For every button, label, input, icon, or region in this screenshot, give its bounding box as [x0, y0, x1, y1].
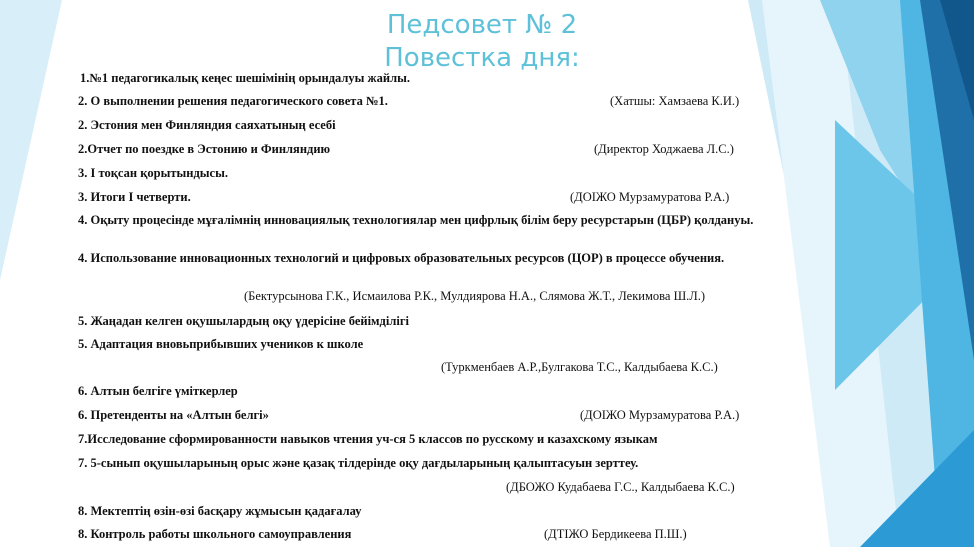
agenda-item-8-responsible: (ДТІЖО Бердикеева П.Ш.)	[544, 527, 687, 541]
agenda-item-2b-ru: 2.Отчет по поездке в Эстонию и Финляндию	[78, 142, 331, 156]
agenda-item-5-kz: 5. Жаңадан келген оқушылардың оқу үдерісіне бейімділігі	[78, 314, 409, 328]
agenda-item-6-kz: 6. Алтын белгіге үміткерлер	[78, 384, 238, 398]
slide-subtitle: Повестка дня:	[384, 43, 580, 73]
agenda-item-4-responsible: (Бектурсынова Г.К., Исмаилова Р.К., Мулдиярова Н.А., Слямова Ж.Т., Лекимова Ш.Л.)	[244, 289, 706, 303]
agenda-item-8-kz: 8. Мектептің өзін-өзі басқару жұмысын қадағалау	[78, 504, 362, 518]
agenda-item-3-kz: 3. I тоқсан қорытындысы.	[78, 166, 228, 180]
deco-left-sliver	[0, 0, 62, 280]
agenda-item-2b-kz: 2. Эстония мен Финляндия саяхатының есебі	[78, 118, 336, 132]
agenda-item-2b-responsible: (Директор Ходжаева Л.С.)	[594, 142, 734, 156]
agenda-item-3-ru: 3. Итоги I четверти.	[78, 190, 191, 204]
agenda-item-8-ru: 8. Контроль работы школьного самоуправления	[78, 527, 352, 541]
agenda-item-7-responsible: (ДБОЖО Кудабаева Г.С., Калдыбаева К.С.)	[506, 480, 735, 494]
agenda-item-6-ru: 6. Претенденты на «Алтын белгі»	[78, 408, 269, 422]
agenda-item-3-responsible: (ДОІЖО Мурзамуратова Р.А.)	[570, 190, 730, 204]
agenda-item-4-ru: 4. Использование инновационных технологий и цифровых образовательных ресурсов (ЦОР) в процессе обучения.	[78, 251, 725, 265]
agenda-item-5-responsible: (Туркменбаев А.Р.,Булгакова Т.С., Калдыбаева К.С.)	[441, 360, 718, 374]
agenda-item-7-ru: 7.Исследование сформированности навыков чтения уч-ся 5 классов по русскому и казахскому языкам	[78, 432, 658, 446]
agenda-item-7-kz: 7. 5-сынып оқушыларының орыс және қазақ тілдерінде оқу дағдыларының қалыптасуын зерттеу.	[78, 456, 639, 470]
agenda-item-2-responsible: (Хатшы: Хамзаева К.И.)	[610, 94, 740, 108]
agenda-item-5-ru: 5. Адаптация вновьприбывших учеников к школе	[78, 337, 364, 351]
agenda-item-4-kz: 4. Оқыту процесінде мұғалімнің инновациялық технологиялар мен цифрлық білім беру ресурстарын (ЦБР) қолдануы.	[78, 213, 754, 227]
agenda-item-6-responsible: (ДОІЖО Мурзамуратова Р.А.)	[580, 408, 740, 422]
agenda-item-1-kz: 1.№1 педагогикалық кеңес шешімінің орындалуы жайлы.	[80, 71, 410, 85]
agenda-item-2-ru: 2. О выполнении решения педагогического совета №1.	[78, 94, 388, 108]
slide-title: Педсовет № 2	[386, 10, 578, 40]
